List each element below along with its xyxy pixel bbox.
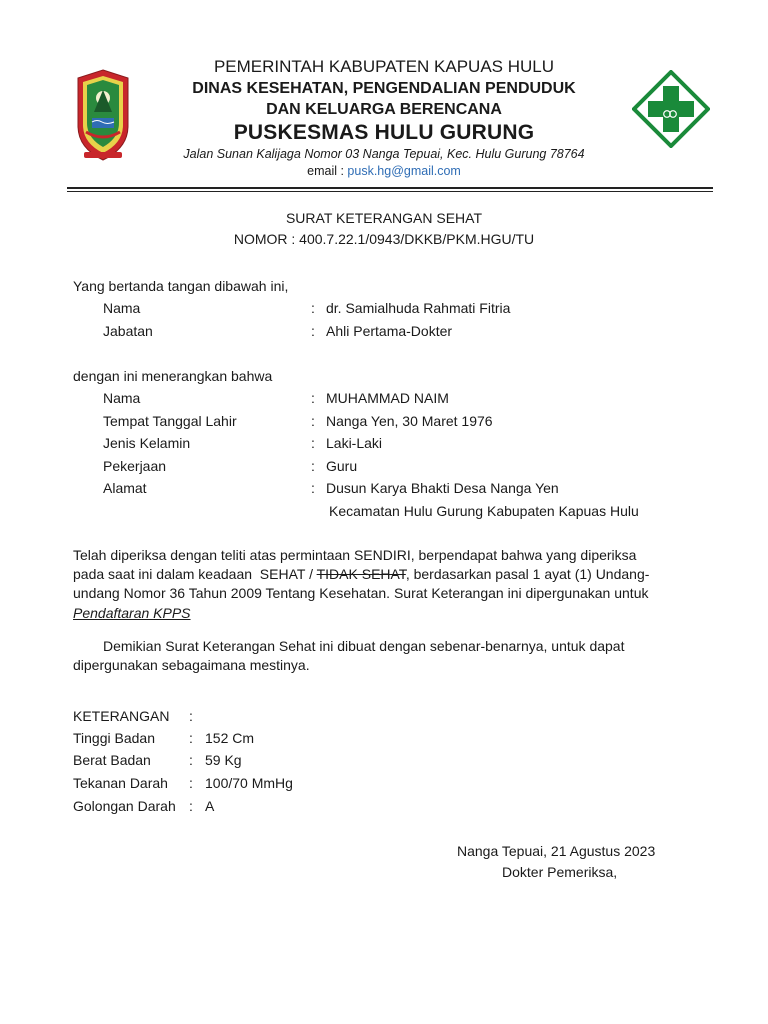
email-link[interactable]: pusk.hg@gmail.com <box>347 164 461 178</box>
paragraph1-line2 <box>73 566 649 582</box>
colon: : <box>189 752 193 768</box>
colon: : <box>311 480 315 496</box>
paragraph1-line1: Telah diperiksa dengan teliti atas permintaan SENDIRI, berpendapat bahwa yang diperiksa <box>73 547 637 563</box>
letter-number: NOMOR : 400.7.22.1/0943/DKKB/PKM.HGU/TU <box>233 231 535 247</box>
place-date: Nanga Tepuai, 21 Agustus 2023 <box>457 843 656 859</box>
colon: : <box>311 323 315 339</box>
signer-name-label: Nama <box>103 300 141 316</box>
colon: : <box>311 413 315 429</box>
subject-job-value: Guru <box>326 458 358 474</box>
blood-type-value: A <box>205 798 215 814</box>
colon: : <box>189 708 193 724</box>
header-department: DINAS KESEHATAN, PENGENDALIAN PENDUDUK <box>192 80 576 97</box>
header-government: PEMERINTAH KABUPATEN KAPUAS HULU <box>213 57 555 76</box>
weight-label: Berat Badan <box>73 752 151 768</box>
statement-text: dengan ini menerangkan bahwa <box>73 368 273 384</box>
paragraph2-line1: Demikian Surat Keterangan Sehat ini dibuat dengan sebenar-benarnya, untuk dapat <box>103 638 625 654</box>
blood-pressure-value: 100/70 MmHg <box>205 775 293 791</box>
header-department-cont: DAN KELUARGA BERENCANA <box>266 101 502 118</box>
signer-position-value: Ahli Pertama-Dokter <box>326 323 453 339</box>
keterangan-heading: KETERANGAN <box>73 708 170 724</box>
colon: : <box>189 775 193 791</box>
email-label: email : <box>307 164 348 178</box>
height-value: 152 Cm <box>205 730 255 746</box>
header-rule-thick <box>67 187 713 189</box>
subject-gender-label: Jenis Kelamin <box>103 435 191 451</box>
subject-birth-label: Tempat Tanggal Lahir <box>103 413 237 429</box>
header-puskesmas-name: PUSKESMAS HULU GURUNG <box>233 121 535 144</box>
subject-gender-value: Laki-Laki <box>326 435 383 451</box>
height-label: Tinggi Badan <box>73 730 155 746</box>
signer-position-label: Jabatan <box>103 323 153 339</box>
intro-text: Yang bertanda tangan dibawah ini, <box>73 278 289 294</box>
paragraph1-line3: undang Nomor 36 Tahun 2009 Tentang Kesehatan. Surat Keterangan ini dipergunakan untuk <box>73 585 649 601</box>
colon: : <box>189 798 193 814</box>
colon: : <box>311 458 315 474</box>
header-rule-thin <box>67 191 713 192</box>
colon: : <box>311 300 315 316</box>
blood-type-label: Golongan Darah <box>73 798 176 814</box>
signer-name-value: dr. Samialhuda Rahmati Fitria <box>326 300 511 316</box>
colon: : <box>311 390 315 406</box>
colon: : <box>189 730 193 746</box>
health-status-text: pada saat ini dalam keadaan SEHAT / <box>73 566 317 582</box>
subject-name-label: Nama <box>103 390 141 406</box>
subject-birth-value: Nanga Yen, 30 Maret 1976 <box>326 413 493 429</box>
weight-value: 59 Kg <box>205 752 242 768</box>
subject-address-line2: Kecamatan Hulu Gurung Kabupaten Kapuas Hulu <box>329 503 639 519</box>
paragraph1-line2-rest: , berdasarkan pasal 1 ayat (1) Undang- <box>405 566 650 582</box>
colon: : <box>311 435 315 451</box>
letter-title: SURAT KETERANGAN SEHAT <box>285 210 483 226</box>
subject-address-value: Dusun Karya Bhakti Desa Nanga Yen <box>326 480 559 496</box>
signature-title: Dokter Pemeriksa, <box>502 864 618 880</box>
subject-job-label: Pekerjaan <box>103 458 167 474</box>
struck-option: TIDAK SEHAT <box>316 566 406 582</box>
purpose-text: Pendaftaran KPPS <box>73 605 191 621</box>
subject-address-label: Alamat <box>103 480 147 496</box>
header-address: Jalan Sunan Kalijaga Nomor 03 Nanga Tepuai, Kec. Hulu Gurung 78764 <box>183 147 585 161</box>
blood-pressure-label: Tekanan Darah <box>73 775 168 791</box>
paragraph2-line2: dipergunakan sebagaimana mestinya. <box>73 657 310 673</box>
header-email-line <box>0 164 768 178</box>
subject-name-value: MUHAMMAD NAIM <box>326 390 449 406</box>
